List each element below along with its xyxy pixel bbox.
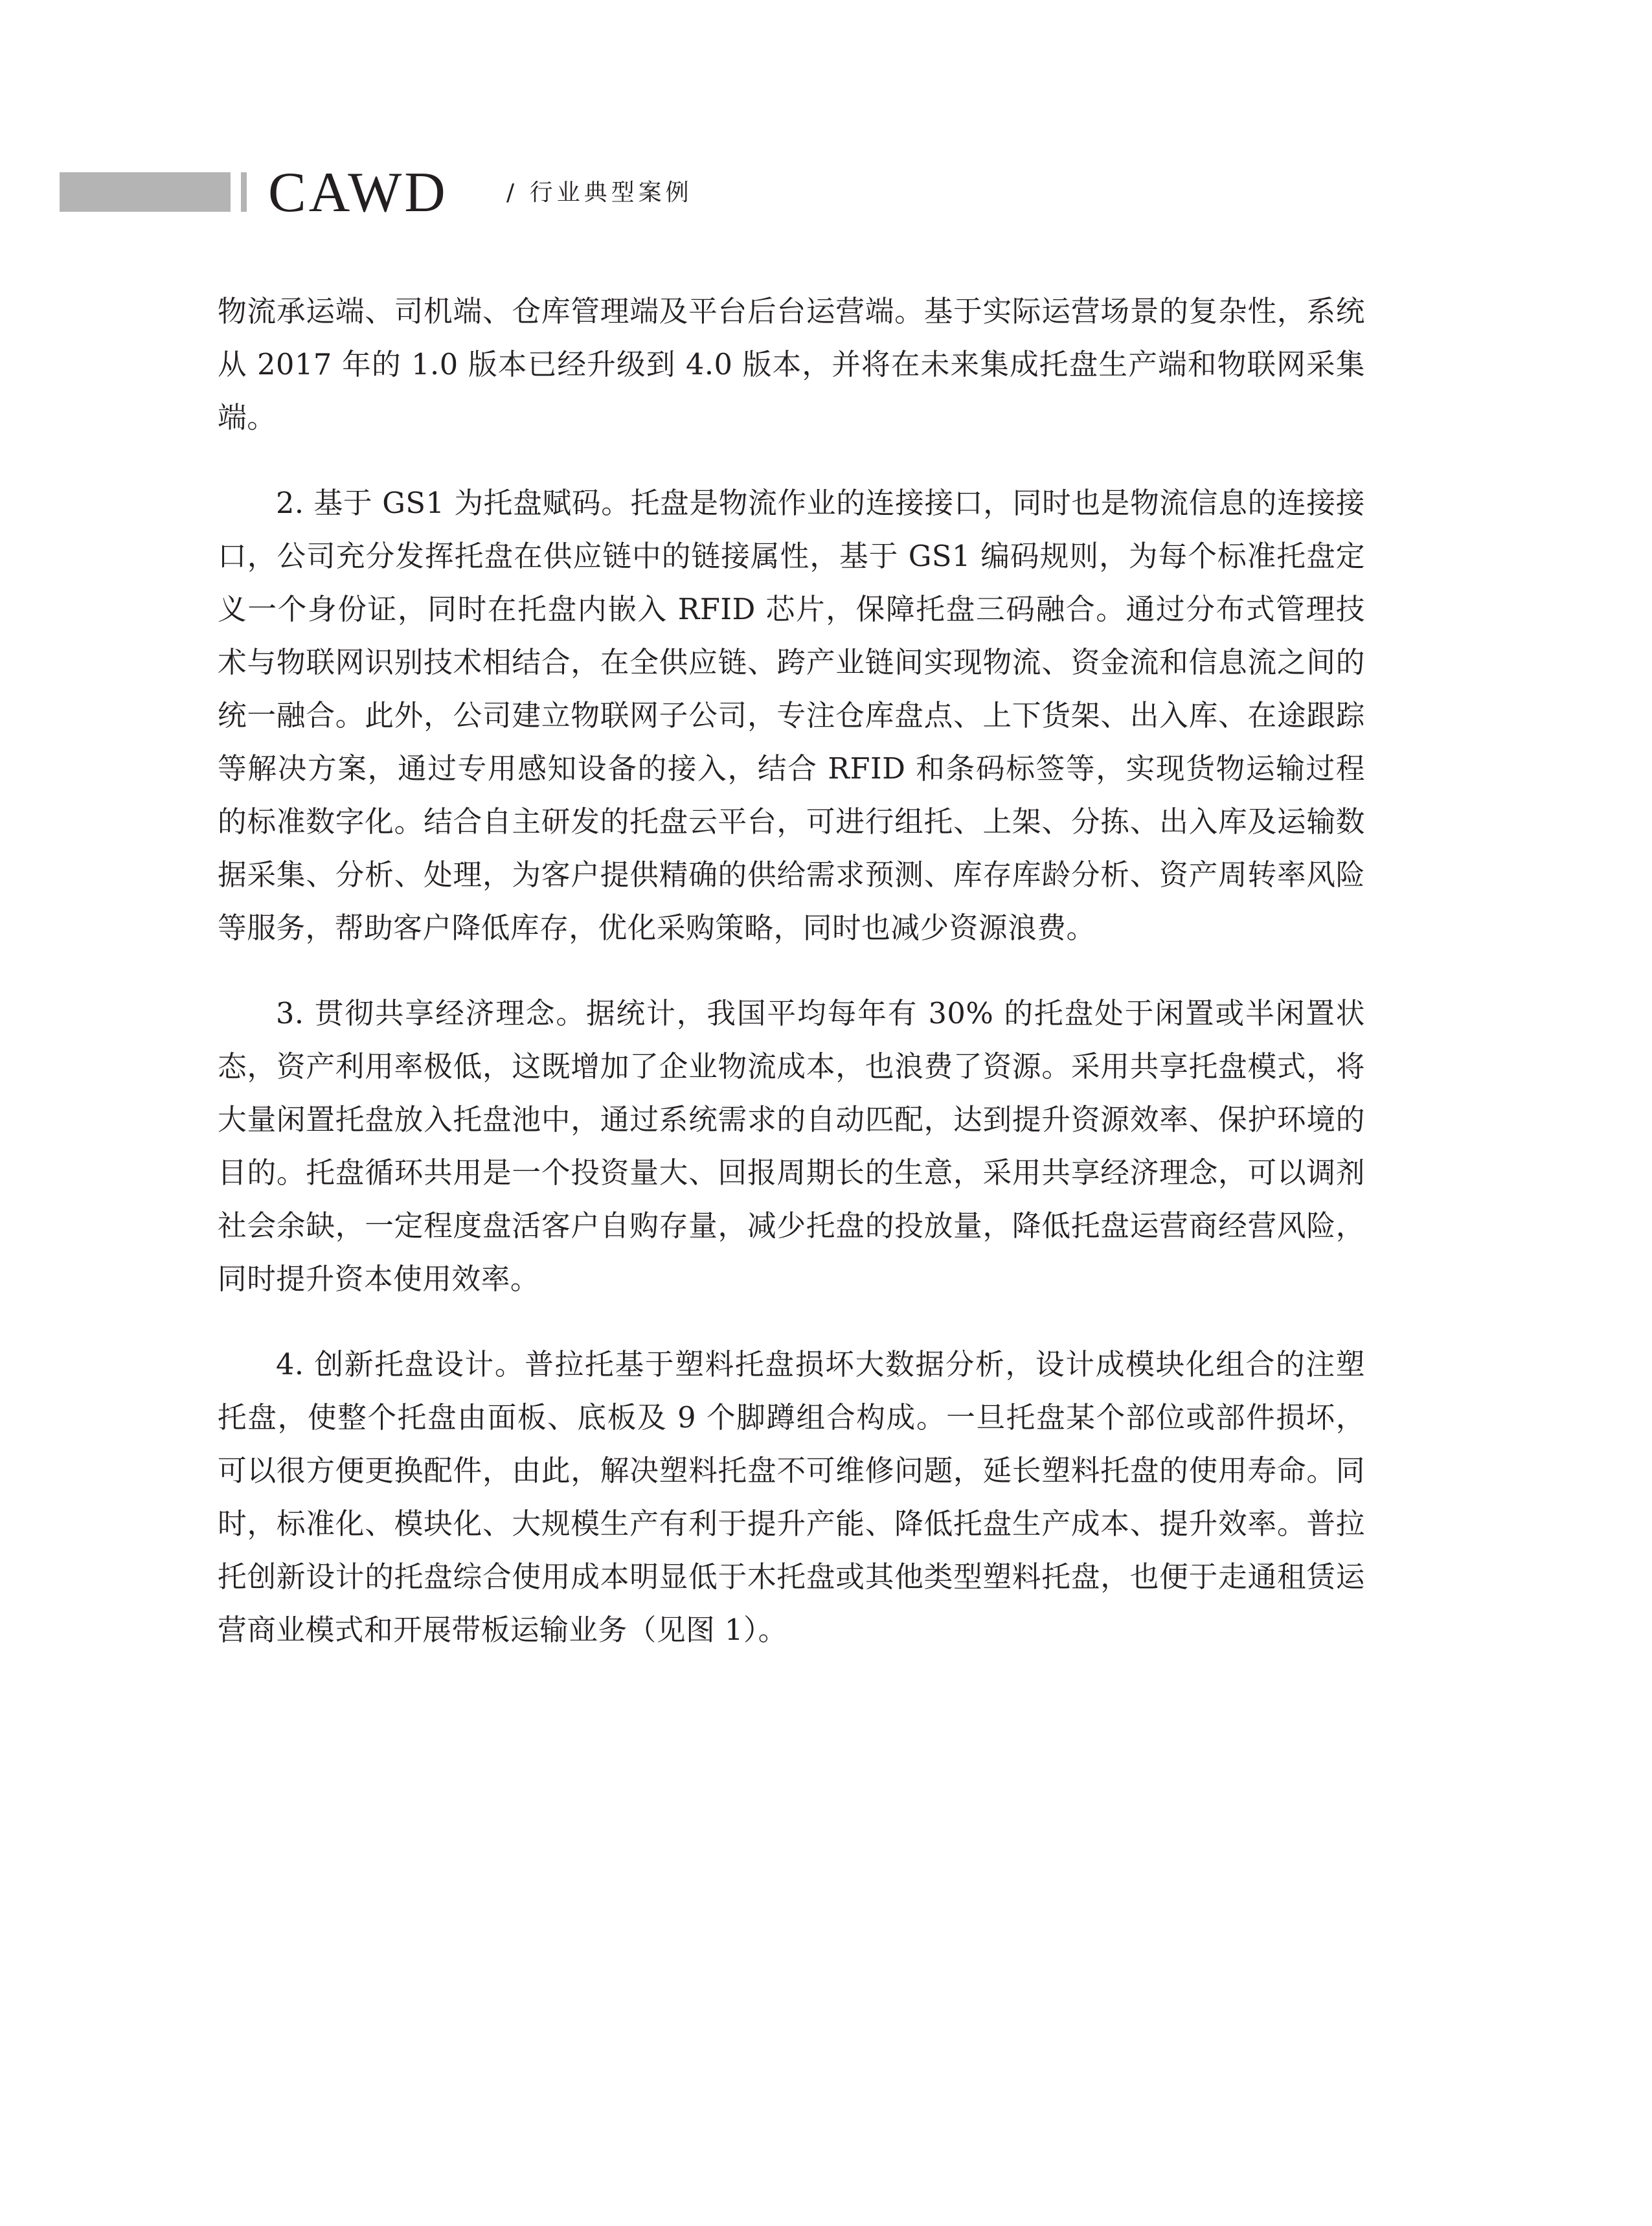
page-header [60, 161, 772, 224]
paragraph-sharing-economy: 3. 贯彻共享经济理念。据统计，我国平均每年有 30% 的托盘处于闲置或半闲置状态，资产利用率极低，这既增加了企业物流成本，也浪费了资源。采用共享托盘模式，将大量闲置托盘放入托盘池中，通过系统需求的自动匹配，达到提升资源效率、保护环境的目的。托盘循环共用是一个投资量大、回报周期长的生意，采用共享经济理念，可以调剂社会余缺，一定程度盘活客户自购存量，减少托盘的投放量，降低托盘运营商经营风险，同时提升资本使用效率。 [218, 997, 1365, 1296]
article-body [218, 285, 1365, 1689]
header-gray-bar [60, 172, 231, 212]
header-section-title: / 行业典型案例 [506, 179, 693, 206]
paragraph-pallet-design: 4. 创新托盘设计。普拉托基于塑料托盘损坏大数据分析，设计成模块化组合的注塑托盘，使整个托盘由面板、底板及 9 个脚蹲组合构成。一旦托盘某个部位或部件损坏，可以很方便更换配件，由此，解决塑料托盘不可维修问题，延长塑料托盘的使用寿命。同时，标准化、模块化、大规模生产有利于提升产能、降低托盘生产成本、提升效率。普拉托创新设计的托盘综合使用成本明显低于木托盘或其他类型塑料托盘，也便于走通租赁运营商业模式和开展带板运输业务（见图 1）。 [218, 1348, 1365, 1647]
paragraph-gs1-coding: 2. 基于 GS1 为托盘赋码。托盘是物流作业的连接接口，同时也是物流信息的连接接口，公司充分发挥托盘在供应链中的链接属性，基于 GS1 编码规则，为每个标准托盘定义一个身份证，同时在托盘内嵌入 RFID 芯片，保障托盘三码融合。通过分布式管理技术与物联网识别技术相结合，在全供应链、跨产业链间实现物流、资金流和信息流之间的统一融合。此外，公司建立物联网子公司，专注仓库盘点、上下货架、出入库、在途跟踪等解决方案，通过专用感知设备的接入，结合 RFID 和条码标签等，实现货物运输过程的标准数字化。结合自主研发的托盘云平台，可进行组托、上架、分拣、出入库及运输数据采集、分析、处理，为客户提供精确的供给需求预测、库存库龄分析、资产周转率风险等服务，帮助客户降低库存，优化采购策略，同时也减少资源浪费。 [218, 486, 1365, 945]
header-divider [241, 172, 247, 212]
header-brand: CAWD [268, 161, 448, 224]
paragraph-continued: 物流承运端、司机端、仓库管理端及平台后台运营端。基于实际运营场景的复杂性，系统从 2017 年的 1.0 版本已经升级到 4.0 版本，并将在未来集成托盘生产端和物联网采集端。 [218, 295, 1365, 435]
